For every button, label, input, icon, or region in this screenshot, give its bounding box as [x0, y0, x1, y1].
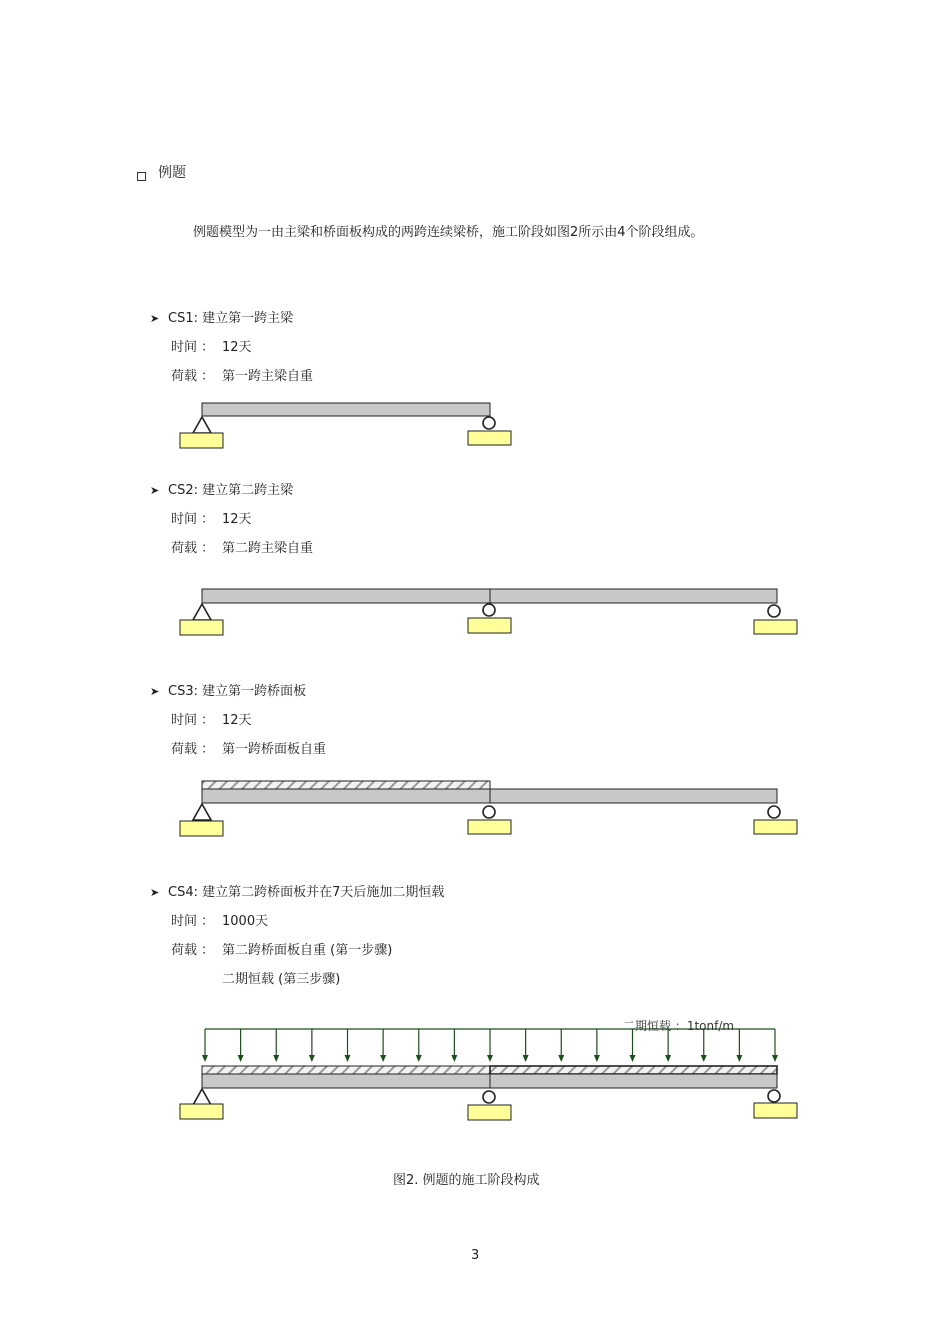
deck-slab-span-1: [202, 1066, 490, 1074]
girder-span-1: [202, 1074, 490, 1088]
load-arrow-head: [416, 1055, 422, 1062]
roller-support-mid: [483, 1091, 495, 1103]
load-arrow-head: [701, 1055, 707, 1062]
girder-span-2: [490, 1074, 777, 1088]
arrow-bullet-icon: ➤: [150, 312, 160, 325]
load-arrow-head: [309, 1055, 315, 1062]
stage-2-heading: CS2: 建立第二跨主梁: [168, 483, 294, 498]
stage-4-time-label: 时间 ：: [171, 914, 215, 929]
deck-slab-span-2: [490, 1066, 777, 1074]
stage-4-load-label: 荷载 ：: [171, 943, 215, 958]
load-arrow-head: [665, 1055, 671, 1062]
intro-paragraph: 例题模型为一由主梁和桥面板构成的两跨连续梁桥，施工阶段如图2所示由4个阶段组成。: [193, 225, 704, 240]
load-arrow-head: [345, 1055, 351, 1062]
arrow-bullet-icon: ➤: [150, 484, 160, 497]
support-pad-mid: [468, 1105, 511, 1120]
stage-4-heading: CS4: 建立第二跨桥面板并在7天后施加二期恒载: [168, 885, 445, 900]
load-arrow-head: [487, 1055, 493, 1062]
section-title: 例题: [158, 165, 186, 181]
stage-2-load-label: 荷载 ：: [171, 541, 215, 556]
load-arrow-head: [238, 1055, 244, 1062]
arrow-bullet-icon: ➤: [150, 886, 160, 899]
load-arrow-head: [523, 1055, 529, 1062]
stage-3-heading: CS3: 建立第一跨桥面板: [168, 684, 307, 699]
load-arrow-head: [451, 1055, 457, 1062]
stage-3-load-value: 第一跨桥面板自重: [222, 742, 327, 757]
stage-3-time-value: 12天: [222, 713, 252, 728]
load-label: 二期恒载 ：1tonf/m: [623, 1019, 735, 1033]
support-pad-right: [754, 1103, 797, 1118]
stage-1-time-value: 12天: [222, 340, 252, 355]
load-arrow-head: [594, 1055, 600, 1062]
support-pad-left: [180, 1104, 223, 1119]
stage-2-time-label: 时间 ：: [171, 512, 215, 527]
load-arrow-head: [273, 1055, 279, 1062]
load-arrow-head: [736, 1055, 742, 1062]
stage-4-time-value: 1000天: [222, 914, 269, 929]
stage-1-load-value: 第一跨主梁自重: [222, 369, 314, 384]
stage-2-load-value: 第二跨主梁自重: [222, 541, 314, 556]
stage-3-load-label: 荷载 ：: [171, 742, 215, 757]
stage-1-heading: CS1: 建立第一跨主梁: [168, 311, 294, 326]
load-arrow-head: [630, 1055, 636, 1062]
stage-4-load-value: 第二跨桥面板自重 (第一步骤): [222, 943, 393, 958]
stage-3-time-label: 时间 ：: [171, 713, 215, 728]
stage-1-load-label: 荷载 ：: [171, 369, 215, 384]
stage-4-load-value-2: 二期恒载 (第三步骤): [222, 972, 341, 987]
stage-1-time-label: 时间 ：: [171, 340, 215, 355]
load-arrow-head: [380, 1055, 386, 1062]
stage-2-time-value: 12天: [222, 512, 252, 527]
load-arrow-head: [558, 1055, 564, 1062]
load-arrow-head: [772, 1055, 778, 1062]
page-number: 3: [471, 1248, 480, 1263]
figure-caption: 图2. 例题的施工阶段构成: [393, 1173, 540, 1188]
load-arrow-head: [202, 1055, 208, 1062]
roller-support-right: [768, 1090, 780, 1102]
arrow-bullet-icon: ➤: [150, 685, 160, 698]
pin-support-left: [193, 1089, 211, 1105]
